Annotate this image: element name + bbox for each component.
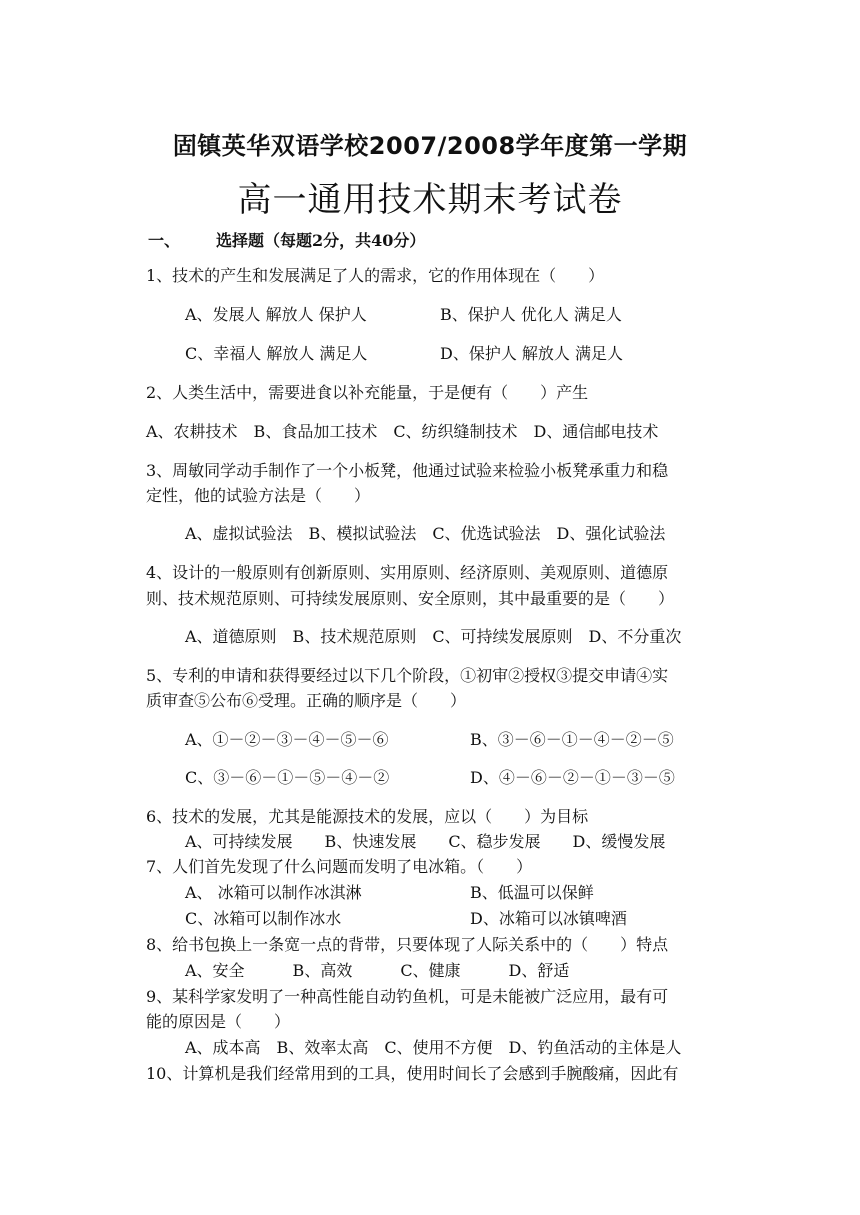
question-2-stem: 2、人类生活中，需要进食以补充能量，于是便有（ ）产生 [146,383,589,402]
question-1-option-a: A、发展人 解放人 保护人 [185,305,367,324]
question-4-options: A、道德原则 B、技术规范原则 C、可持续发展原则 D、不分重次 [185,627,682,646]
question-9-stem-line-1: 9、某科学家发明了一种高性能自动钓鱼机，可是未能被广泛应用，最有可 [146,987,669,1006]
school-header: 固镇英华双语学校2007/2008学年度第一学期 [172,132,688,160]
question-5-option-d: D、④－⑥－②－①－③－⑤ [470,768,675,787]
question-7-option-b: B、低温可以保鲜 [470,883,594,902]
question-7-option-c: C、冰箱可以制作冰水 [185,909,342,928]
question-10-stem: 10、计算机是我们经常用到的工具，使用时间长了会感到手腕酸痛，因此有 [146,1064,679,1083]
question-7-stem: 7、人们首先发现了什么问题而发明了电冰箱。（ ） [146,857,533,876]
question-5-stem-line-2: 质审查⑤公布⑥受理。正确的顺序是（ ） [146,691,467,710]
question-4-stem-line-1: 4、设计的一般原则有创新原则、实用原则、经济原则、美观原则、道德原 [146,563,669,582]
section-title: 选择题（每题2分，共40分） [216,231,426,250]
question-6-stem: 6、技术的发展，尤其是能源技术的发展，应以（ ）为目标 [146,807,589,826]
question-4-stem-line-2: 则、技术规范原则、可持续发展原则、安全原则，其中最重要的是（ ） [146,589,675,608]
question-1-stem: 1、技术的产生和发展满足了人的需求，它的作用体现在（ ） [146,266,605,285]
question-1-option-b: B、保护人 优化人 满足人 [440,305,622,324]
question-3-stem-line-1: 3、周敏同学动手制作了一个小板凳，他通过试验来检验小板凳承重力和稳 [146,461,669,480]
question-1-option-c: C、幸福人 解放人 满足人 [185,344,368,363]
question-8-options: A、安全 B、高效 C、健康 D、舒适 [185,961,570,980]
question-3-options: A、虚拟试验法 B、模拟试验法 C、优选试验法 D、强化试验法 [185,524,666,543]
exam-title: 高一通用技术期末考试卷 [237,180,623,220]
section-heading [148,228,425,251]
question-9-options: A、成本高 B、效率太高 C、使用不方便 D、钓鱼活动的主体是人 [185,1038,682,1057]
question-9-stem-line-2: 能的原因是（ ） [146,1012,291,1031]
question-5-option-b: B、③－⑥－①－④－②－⑤ [470,730,674,749]
question-8-stem: 8、给书包换上一条宽一点的背带，只要体现了人际关系中的（ ）特点 [146,935,669,954]
question-5-stem-line-1: 5、专利的申请和获得要经过以下几个阶段，①初审②授权③提交申请④实 [146,666,669,685]
question-7-option-d: D、冰箱可以冰镇啤酒 [470,909,627,928]
question-1-option-d: D、保护人 解放人 满足人 [440,344,624,363]
question-3-stem-line-2: 定性，他的试验方法是（ ） [146,486,371,505]
question-7-option-a: A、 冰箱可以制作冰淇淋 [185,883,362,902]
section-number: 一、 [148,231,181,250]
question-5-option-c: C、③－⑥－①－⑤－④－② [185,768,390,787]
question-2-options: A、农耕技术 B、食品加工技术 C、纺织缝制技术 D、通信邮电技术 [146,422,659,441]
question-5-option-a: A、①－②－③－④－⑤－⑥ [185,730,389,749]
question-6-options: A、可持续发展 B、快速发展 C、稳步发展 D、缓慢发展 [185,832,666,851]
